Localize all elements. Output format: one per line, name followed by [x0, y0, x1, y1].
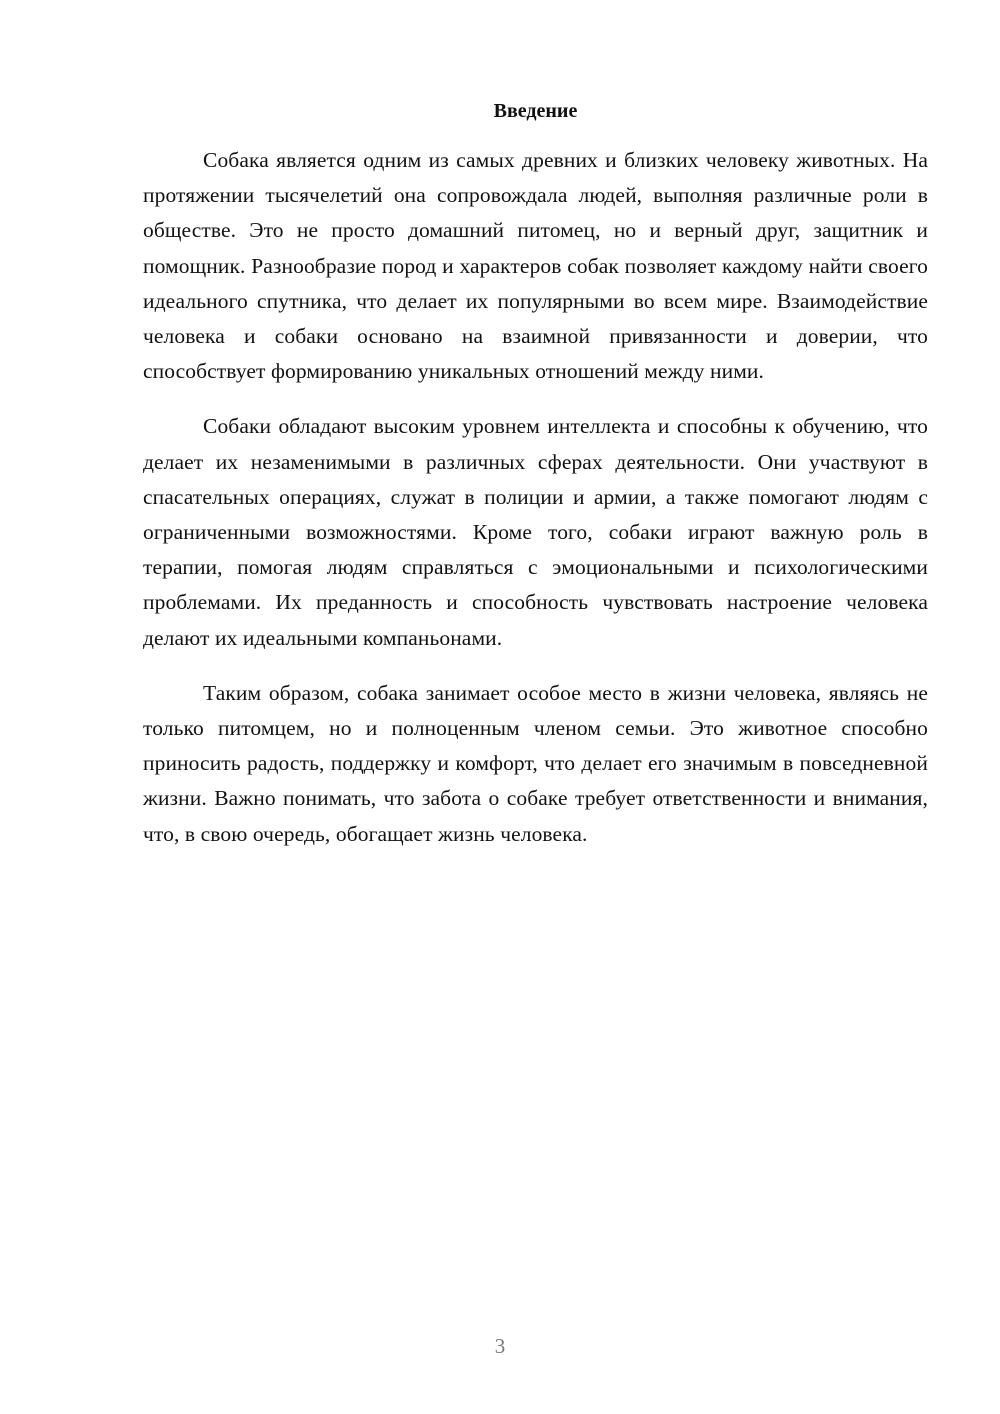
- section-title: Введение: [493, 100, 578, 122]
- page-number: 3: [494, 1334, 506, 1358]
- body-text: [143, 143, 928, 872]
- paragraph-3: Таким образом, собака занимает особое место в жизни человека, являясь не только питомцем, но и полноценным членом семьи. Это животное способно приносить радость, поддержку и комфорт, что делает его значимым в повседневной жизни. Важно понимать, что забота о собаке требует ответственности и внимания, что, в свою очередь, обогащает жизнь человека.: [143, 680, 928, 846]
- paragraph-1: Собака является одним из самых древних и близких человеку животных. На протяжении тысячелетий она сопровождала людей, выполняя различные роли в обществе. Это не просто домашний питомец, но и верный друг, защитник и помощник. Разнообразие пород и характеров собак позволяет каждому найти своего идеального спутника, что делает их популярными во всем мире. Взаимодействие человека и собаки основано на взаимной привязанности и доверии, что способствует формированию уникальных отношений между ними.: [143, 148, 928, 384]
- paragraph-2: Собаки обладают высоким уровнем интеллекта и способны к обучению, что делает их незаменимыми в различных сферах деятельности. Они участвуют в спасательных операциях, служат в полиции и армии, а также помогают людям с ограниченными возможностями. Кроме того, собаки играют важную роль в терапии, помогая людям справляться с эмоциональными и психологическими проблемами. Их преданность и способность чувствовать настроение человека делают их идеальными компаньонами.: [143, 414, 928, 650]
